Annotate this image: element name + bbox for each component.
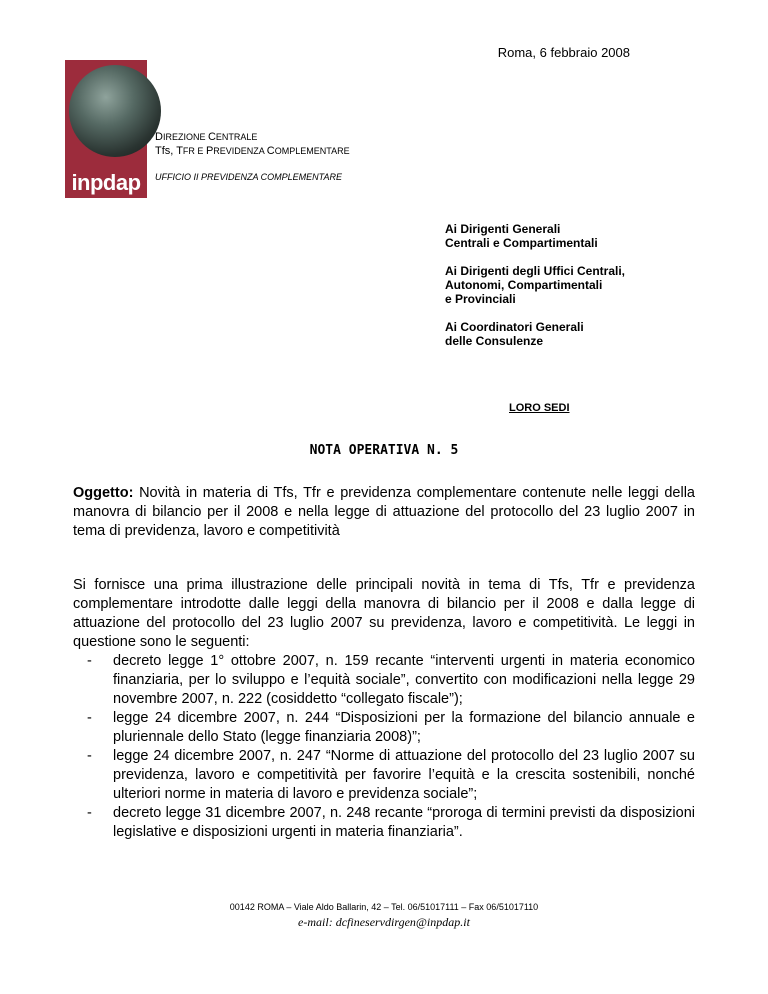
footer-email: e-mail: dcfineservdirgen@inpdap.it — [298, 915, 470, 929]
list-dash: - — [87, 653, 92, 669]
list-dash: - — [87, 710, 92, 726]
recipient-line: Ai Coordinatori Generali — [445, 320, 584, 334]
recipient-line: delle Consulenze — [445, 334, 544, 348]
loro-sedi: LORO SEDI — [509, 402, 570, 414]
recipient-line: Centrali e Compartimentali — [445, 236, 598, 250]
logo-text: inpdap — [65, 168, 147, 198]
globe-icon — [69, 65, 161, 157]
document-title: NOTA OPERATIVA N. 5 — [309, 443, 459, 458]
intro-paragraph: Si fornisce una prima illustrazione delle principali novità in tema di Tfs, Tfr e previdenza complementare introdotte dalle leggi della manovra di bilancio per il 2008 e dalla legge di attuazione del protocollo del 23 luglio 2007 su previdenza, lavoro e competitività. Le leggi in questione sono le seguenti: — [73, 577, 695, 650]
recipients-block — [445, 222, 625, 362]
recipient-group — [445, 264, 625, 306]
recipient-line: e Provinciali — [445, 292, 516, 306]
inpdap-logo — [65, 60, 147, 198]
subject-text: Novità in materia di Tfs, Tfr e previdenza complementare contenute nelle leggi della manovra di bilancio per il 2008 e nella legge di attuazione del protocollo del 23 luglio 2007 in tema di previdenza, lavoro e competitività — [73, 485, 695, 539]
list-item — [73, 804, 695, 842]
recipient-group — [445, 222, 625, 250]
subject-paragraph — [73, 484, 695, 541]
recipient-line: Ai Dirigenti degli Uffici Centrali, — [445, 264, 626, 278]
list-dash: - — [87, 748, 92, 764]
list-item — [73, 709, 695, 747]
list-item-text: legge 24 dicembre 2007, n. 244 “Disposizioni per la formazione del bilancio annuale e pluriennale dello Stato (legge finanziaria 2008)”; — [113, 710, 695, 745]
list-item-text: decreto legge 1° ottobre 2007, n. 159 recante “interventi urgenti in materia economico finanziaria, per lo sviluppo e l’equità sociale”, convertito con modificazioni nella legge 29 novembre 2007, n. 222 (cosiddetto “collegato fiscale”); — [113, 653, 695, 707]
laws-list — [73, 652, 695, 842]
letter-date: Roma, 6 febbraio 2008 — [497, 45, 630, 60]
recipient-group — [445, 320, 625, 348]
department-line-1: DIREZIONE CENTRALE — [155, 131, 258, 143]
department-name — [155, 130, 350, 158]
list-dash: - — [87, 805, 92, 821]
recipient-line: Autonomi, Compartimentali — [445, 278, 603, 292]
department-line-2: Tfs, TFR E PREVIDENZA COMPLEMENTARE — [155, 145, 350, 157]
subject-label: Oggetto: — [73, 485, 134, 501]
office-name: UFFICIO II PREVIDENZA COMPLEMENTARE — [155, 172, 343, 182]
list-item-text: decreto legge 31 dicembre 2007, n. 248 recante “proroga di termini previsti da disposizioni legislative e disposizioni urgenti in materia finanziaria”. — [113, 805, 695, 840]
footer-address: 00142 ROMA – Viale Aldo Ballarin, 42 – Tel. 06/51017111 – Fax 06/51017110 — [229, 902, 539, 912]
list-item — [73, 652, 695, 709]
list-item — [73, 747, 695, 804]
recipient-line: Ai Dirigenti Generali — [445, 222, 561, 236]
list-item-text: legge 24 dicembre 2007, n. 247 “Norme di attuazione del protocollo del 23 luglio 2007 su previdenza, lavoro e competitività per favorire l’equità e la crescita sostenibili, nonché ulteriori norme in materia di lavoro e previdenza sociale”; — [113, 748, 695, 802]
